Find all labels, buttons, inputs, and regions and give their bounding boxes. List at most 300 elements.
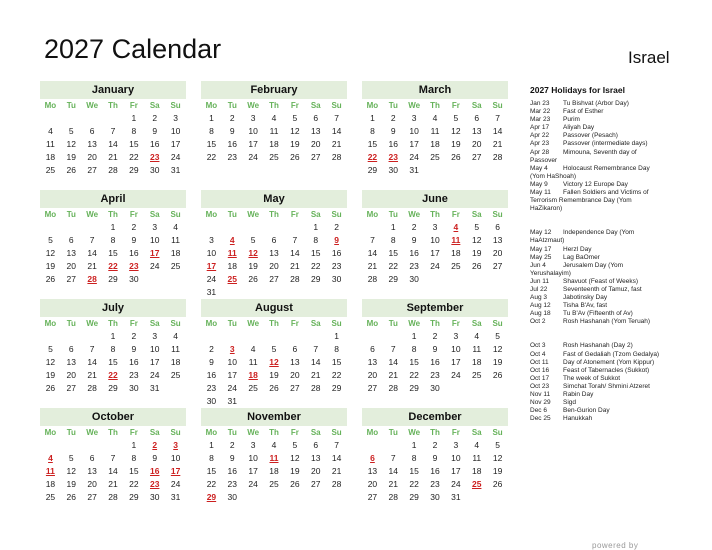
holiday-day-cell: 4	[48, 453, 53, 463]
day-cell: 17	[227, 370, 238, 380]
holiday-entry	[530, 189, 705, 197]
holiday-entry	[530, 310, 705, 318]
day-cell: 18	[451, 248, 461, 258]
holiday-name: Ben-Gurion Day	[563, 407, 610, 415]
weekday-label: Su	[170, 428, 181, 437]
week-row	[362, 164, 508, 177]
holiday-name: Herzl Day	[563, 245, 592, 253]
day-cell: 9	[390, 126, 396, 136]
holiday-list-spacer	[530, 213, 705, 229]
day-cell: 24	[248, 152, 258, 162]
day-cell: 26	[66, 492, 77, 502]
holiday-name: Jabotinsky Day	[563, 294, 608, 302]
holiday-date: Oct 2	[530, 318, 546, 326]
day-cell: 28	[310, 383, 321, 393]
holiday-name: HaAtzmaut)	[530, 237, 565, 245]
day-cell: 1	[110, 331, 116, 341]
day-cell: 28	[108, 165, 118, 175]
day-cell: 24	[149, 370, 160, 380]
holiday-name: Sigd	[563, 399, 577, 407]
weekday-label: Fr	[129, 210, 138, 219]
day-cell: 27	[290, 383, 300, 393]
day-cell: 7	[370, 235, 375, 245]
day-cell: 13	[492, 235, 503, 245]
day-cell: 19	[471, 248, 482, 258]
day-cell: 27	[66, 274, 77, 284]
day-cell	[362, 221, 383, 234]
day-cell: 15	[206, 466, 217, 476]
day-cell: 18	[471, 357, 482, 367]
weekday-label: Th	[269, 101, 279, 110]
day-cell	[165, 273, 186, 286]
weekday-header-row	[201, 99, 347, 112]
day-cell: 20	[310, 139, 321, 149]
holiday-date: May 9	[530, 180, 548, 188]
day-cell: 22	[388, 261, 399, 271]
day-cell	[487, 382, 508, 395]
holiday-name: Victory 12 Europe Day	[563, 180, 628, 188]
week-row	[362, 112, 508, 125]
day-cell: 13	[310, 453, 321, 463]
day-cell: 2	[390, 113, 396, 123]
holiday-name: Lag BaOmer	[563, 253, 600, 261]
day-cell	[305, 330, 326, 343]
week-row	[362, 260, 508, 273]
day-cell: 1	[131, 440, 137, 450]
holiday-name: Terrorism Remembrance Day (Yom	[530, 197, 632, 205]
weekday-label: Su	[492, 101, 503, 110]
day-cell: 16	[388, 139, 399, 149]
holiday-day-cell: 22	[367, 152, 378, 162]
day-cell: 22	[129, 479, 139, 489]
day-cell	[165, 382, 186, 395]
day-cell: 10	[149, 235, 160, 245]
day-cell	[264, 330, 285, 343]
holiday-date: Apr 22	[530, 132, 550, 140]
day-cell: 21	[331, 139, 342, 149]
day-cell: 25	[451, 261, 461, 271]
weekday-label: We	[408, 101, 421, 110]
day-cell: 6	[313, 113, 319, 123]
day-cell: 13	[290, 357, 300, 367]
day-cell: 7	[390, 453, 396, 463]
weekday-label: Tu	[66, 210, 76, 219]
holiday-day-cell: 9	[334, 235, 339, 245]
holiday-date: Oct 11	[530, 358, 549, 366]
day-cell: 21	[87, 370, 97, 380]
day-cell: 22	[331, 370, 342, 380]
day-cell: 10	[409, 126, 419, 136]
day-cell: 21	[367, 261, 378, 271]
weekday-label: Sa	[310, 101, 321, 110]
week-row	[201, 369, 347, 382]
weekday-label: Tu	[66, 101, 76, 110]
day-cell	[466, 273, 487, 286]
weekday-label: Th	[430, 210, 440, 219]
weekday-label: Sa	[471, 428, 482, 437]
day-cell	[487, 273, 508, 286]
holiday-entry	[530, 375, 705, 383]
day-cell: 14	[388, 357, 399, 367]
day-cell: 8	[411, 453, 417, 463]
day-cell: 14	[492, 126, 503, 136]
day-cell: 4	[474, 331, 480, 341]
page-title: 2027 Calendar	[44, 34, 222, 64]
day-cell: 24	[206, 274, 217, 284]
week-row	[362, 330, 508, 343]
holiday-panel	[530, 85, 705, 423]
month-december	[362, 408, 508, 504]
week-row	[362, 491, 508, 504]
day-cell	[61, 221, 82, 234]
day-cell: 5	[68, 126, 74, 136]
day-cell: 11	[46, 139, 55, 149]
day-cell: 10	[170, 453, 181, 463]
day-cell	[487, 491, 508, 504]
holiday-day-cell: 23	[388, 152, 399, 162]
day-cell: 27	[87, 165, 97, 175]
weekday-label: Fr	[129, 101, 138, 110]
holiday-entry	[530, 342, 705, 350]
holiday-date: Aug 12	[530, 302, 551, 310]
holiday-name: Aliyah Day	[563, 124, 595, 132]
day-cell: 9	[152, 453, 158, 463]
day-cell: 20	[492, 248, 503, 258]
holiday-date: Jan 23	[530, 100, 550, 107]
day-cell: 5	[48, 235, 53, 245]
day-cell: 15	[409, 466, 419, 476]
weekday-label: Mo	[205, 101, 218, 110]
day-cell	[305, 491, 326, 504]
day-cell: 9	[229, 453, 235, 463]
day-cell: 28	[367, 274, 378, 284]
week-row	[362, 221, 508, 234]
day-cell: 20	[66, 370, 77, 380]
weekday-label: Fr	[290, 319, 299, 328]
day-cell	[82, 112, 103, 125]
weekday-header-row	[201, 317, 347, 330]
day-cell: 3	[453, 440, 459, 450]
day-cell	[425, 273, 446, 286]
weekday-header-row	[40, 317, 186, 330]
week-row	[201, 273, 347, 286]
week-row	[201, 234, 347, 247]
day-cell: 13	[471, 126, 482, 136]
day-cell: 30	[129, 383, 139, 393]
day-cell: 12	[66, 466, 77, 476]
day-cell	[40, 112, 61, 125]
holiday-entry	[530, 262, 705, 270]
day-cell: 27	[492, 261, 503, 271]
holiday-day-cell: 4	[229, 235, 235, 245]
holiday-day-cell: 11	[45, 466, 55, 476]
day-cell: 31	[170, 492, 181, 502]
powered-by-footer: powered by	[592, 541, 639, 550]
day-cell: 6	[271, 235, 277, 245]
holidays-heading: 2027 Holidays for Israel	[530, 85, 625, 95]
weekday-label: Tu	[388, 319, 398, 328]
day-cell: 9	[432, 453, 438, 463]
day-cell: 14	[290, 248, 300, 258]
day-cell	[466, 382, 487, 395]
day-cell: 21	[492, 139, 503, 149]
holiday-entry	[530, 302, 705, 310]
week-row	[201, 395, 347, 408]
day-cell: 2	[229, 440, 235, 450]
day-cell: 7	[334, 113, 339, 123]
weekday-header-row	[40, 208, 186, 221]
holiday-name: Tisha B'Av, fast	[563, 302, 608, 310]
day-cell: 14	[367, 248, 378, 258]
holiday-entry	[530, 100, 705, 108]
weekday-label: Su	[331, 210, 342, 219]
holiday-entry	[530, 367, 705, 375]
week-row	[40, 164, 186, 177]
day-cell: 23	[129, 370, 139, 380]
week-row	[40, 439, 186, 452]
day-cell: 12	[66, 139, 77, 149]
week-row	[40, 491, 186, 504]
week-row	[201, 125, 347, 138]
day-cell: 15	[129, 139, 139, 149]
day-cell: 19	[248, 261, 258, 271]
weekday-label: Su	[331, 101, 342, 110]
day-cell	[264, 395, 285, 408]
day-cell: 1	[334, 331, 339, 341]
day-cell	[82, 221, 103, 234]
holiday-date: Dec 6	[530, 407, 547, 415]
holiday-entry	[530, 359, 705, 367]
holiday-name: Purim	[563, 116, 580, 124]
holiday-entry	[530, 124, 705, 132]
holiday-day-cell: 4	[453, 222, 459, 232]
day-cell: 29	[409, 383, 419, 393]
holiday-date: May 17	[530, 245, 552, 253]
day-cell: 10	[170, 126, 181, 136]
holiday-day-cell: 2	[152, 440, 158, 450]
weekday-label: We	[408, 210, 421, 219]
day-cell: 14	[108, 466, 118, 476]
day-cell: 20	[471, 139, 482, 149]
month-november	[201, 408, 347, 504]
day-cell: 2	[131, 222, 137, 232]
day-cell: 31	[227, 396, 238, 406]
week-row	[201, 452, 347, 465]
day-cell: 11	[430, 126, 440, 136]
weekday-label: Tu	[227, 428, 237, 437]
holiday-entry	[530, 181, 705, 189]
week-row	[362, 478, 508, 491]
week-row	[362, 382, 508, 395]
day-cell: 28	[388, 383, 399, 393]
weekday-label: Su	[170, 210, 181, 219]
day-cell: 16	[227, 466, 238, 476]
day-cell: 7	[313, 344, 319, 354]
day-cell: 19	[451, 139, 461, 149]
week-row	[40, 343, 186, 356]
day-cell: 1	[411, 331, 417, 341]
week-row	[40, 273, 186, 286]
day-cell	[326, 491, 347, 504]
day-cell	[144, 273, 165, 286]
day-cell: 23	[206, 383, 217, 393]
weekday-label: Fr	[451, 210, 460, 219]
holiday-entry	[530, 237, 705, 245]
weekday-label: Mo	[205, 210, 218, 219]
day-cell: 27	[66, 383, 77, 393]
day-cell	[326, 395, 347, 408]
day-cell: 19	[290, 466, 300, 476]
day-cell: 25	[430, 152, 440, 162]
day-cell: 22	[129, 152, 139, 162]
day-cell: 16	[409, 248, 419, 258]
day-cell: 25	[170, 370, 181, 380]
day-cell: 22	[409, 370, 419, 380]
day-cell: 3	[173, 113, 178, 123]
holiday-list	[530, 100, 705, 423]
day-cell: 29	[108, 274, 118, 284]
weekday-label: Mo	[205, 428, 218, 437]
weekday-label: Fr	[290, 210, 299, 219]
weekday-label: Mo	[44, 210, 57, 219]
day-cell	[222, 221, 243, 234]
holiday-day-cell: 28	[87, 274, 97, 284]
weekday-label: We	[408, 428, 421, 437]
holiday-date: Apr 17	[530, 124, 550, 132]
day-cell: 8	[209, 453, 214, 463]
day-cell	[243, 286, 264, 299]
day-cell: 7	[292, 235, 298, 245]
week-row	[40, 465, 186, 478]
holiday-date: Jun 4	[530, 261, 546, 269]
day-cell: 1	[313, 222, 319, 232]
holiday-day-cell: 11	[451, 235, 461, 245]
day-cell: 30	[430, 492, 440, 502]
day-cell: 30	[149, 492, 160, 502]
week-row	[40, 112, 186, 125]
day-cell: 26	[492, 479, 503, 489]
week-row	[40, 234, 186, 247]
day-cell: 1	[110, 222, 116, 232]
month-january	[40, 81, 186, 177]
week-row	[362, 356, 508, 369]
day-cell: 19	[269, 370, 279, 380]
weekday-label: Mo	[44, 428, 57, 437]
day-cell: 25	[471, 370, 482, 380]
weekday-label: Th	[269, 319, 279, 328]
day-cell	[264, 491, 285, 504]
day-cell: 19	[45, 261, 56, 271]
day-cell: 19	[66, 479, 77, 489]
week-row	[362, 369, 508, 382]
day-cell	[61, 112, 82, 125]
holiday-name: Shavuot (Feast of Weeks)	[563, 277, 639, 285]
day-cell: 5	[453, 113, 459, 123]
day-cell: 4	[48, 126, 53, 136]
weekday-label: Mo	[366, 428, 379, 437]
day-cell: 5	[292, 440, 298, 450]
day-cell: 7	[334, 440, 339, 450]
weekday-header-row	[362, 317, 508, 330]
day-cell	[243, 491, 264, 504]
day-cell: 8	[390, 235, 396, 245]
holiday-date: Oct 16	[530, 366, 550, 374]
day-cell: 4	[271, 113, 277, 123]
weekday-label: Th	[108, 210, 118, 219]
weekday-label: Mo	[44, 319, 57, 328]
day-cell: 20	[310, 466, 321, 476]
day-cell: 5	[271, 344, 277, 354]
day-cell: 7	[390, 344, 396, 354]
day-cell	[103, 112, 124, 125]
month-name: December	[362, 408, 508, 426]
day-cell: 16	[331, 248, 342, 258]
holiday-date: Oct 3	[530, 342, 546, 350]
day-cell: 26	[66, 165, 77, 175]
day-cell	[305, 286, 326, 299]
week-row	[362, 151, 508, 164]
holiday-date: Mar 23	[530, 116, 551, 124]
day-cell	[383, 330, 404, 343]
day-cell: 10	[451, 453, 461, 463]
month-april	[40, 190, 186, 286]
day-cell: 17	[248, 139, 258, 149]
weekday-label: Mo	[366, 319, 379, 328]
day-cell: 23	[227, 152, 238, 162]
day-cell: 28	[290, 274, 300, 284]
day-cell: 29	[129, 165, 139, 175]
day-cell: 2	[432, 331, 438, 341]
holiday-day-cell: 23	[149, 152, 160, 162]
holiday-entry	[530, 229, 705, 237]
week-row	[201, 478, 347, 491]
day-cell	[201, 330, 222, 343]
week-row	[40, 330, 186, 343]
week-row	[201, 286, 347, 299]
holiday-name: Passover	[530, 156, 558, 164]
day-cell: 14	[331, 126, 342, 136]
day-cell: 23	[227, 479, 238, 489]
weekday-label: Sa	[149, 101, 160, 110]
day-cell: 11	[171, 344, 180, 354]
weekday-label: Fr	[129, 319, 138, 328]
day-cell: 14	[331, 453, 342, 463]
day-cell: 12	[492, 344, 503, 354]
holiday-date: Jul 22	[530, 285, 548, 293]
day-cell: 17	[409, 139, 419, 149]
weekday-label: Sa	[310, 319, 321, 328]
day-cell: 5	[495, 331, 500, 341]
day-cell: 1	[370, 113, 375, 123]
day-cell: 27	[310, 152, 321, 162]
holiday-day-cell: 17	[206, 261, 217, 271]
day-cell: 18	[45, 152, 56, 162]
week-row	[201, 491, 347, 504]
weekday-header-row	[201, 426, 347, 439]
day-cell: 18	[430, 139, 440, 149]
holiday-day-cell: 23	[149, 479, 160, 489]
country-label: Israel	[628, 48, 670, 67]
week-row	[362, 234, 508, 247]
day-cell: 10	[149, 344, 160, 354]
weekday-label: Th	[430, 428, 440, 437]
day-cell: 17	[170, 139, 181, 149]
holiday-name: Day of Atonement (Yom Kippur)	[563, 358, 655, 366]
day-cell: 4	[173, 222, 178, 232]
weekday-label: Fr	[129, 428, 138, 437]
weekday-label: Mo	[366, 101, 379, 110]
week-row	[362, 439, 508, 452]
